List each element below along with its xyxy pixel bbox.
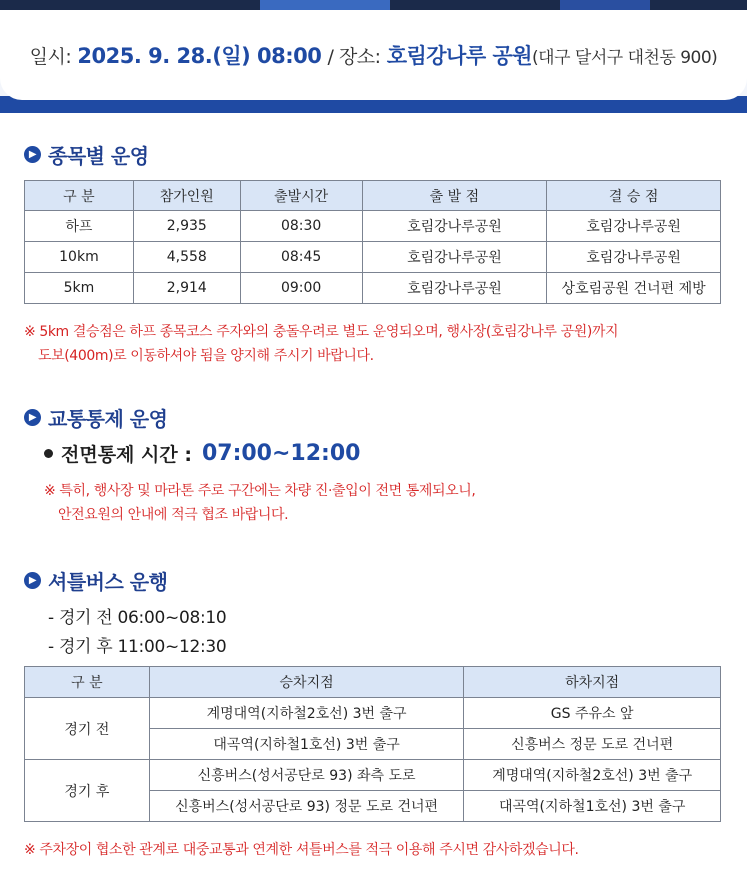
- events-header-cell: 구 분: [25, 181, 134, 211]
- shuttle-group-label: 경기 후: [25, 760, 150, 822]
- shuttle-header-cell: 하차지점: [464, 667, 721, 698]
- table-row: 경기 후 신흥버스(성서공단로 93) 좌측 도로 계명대역(지하철2호선) 3번 출구: [25, 760, 721, 791]
- section-title-events: ▶ 종목별 운영: [24, 140, 149, 169]
- event-place: 호림강나루 공원: [386, 44, 533, 68]
- section-title-shuttle: ▶ 셔틀버스 운행: [24, 566, 167, 595]
- note-mark-icon: ※: [44, 483, 56, 499]
- shuttle-header-cell: 구 분: [25, 667, 150, 698]
- events-header-cell: 참가인원: [133, 181, 240, 211]
- table-row: 신흥버스(성서공단로 93) 정문 도로 건너편 대곡역(지하철1호선) 3번 출구: [25, 791, 721, 822]
- events-table: [24, 180, 721, 304]
- place-label: / 장소:: [327, 46, 381, 68]
- shuttle-note: ※ 주차장이 협소한 관계로 대중교통과 연계한 셔틀버스를 적극 이용해 주시면 감사하겠습니다.: [24, 842, 579, 858]
- events-header-cell: 결 승 점: [547, 181, 721, 211]
- date-label: 일시:: [29, 46, 72, 68]
- traffic-control-time: [44, 440, 360, 467]
- shuttle-table: [24, 666, 721, 822]
- traffic-note: ※ 특히, 행사장 및 마라톤 주로 구간에는 차량 진·출입이 전면 통제되오니, 안전요원의 안내에 적극 협조 바랍니다.: [44, 483, 476, 523]
- bullet-dot-icon: [44, 449, 53, 458]
- section-title-traffic: ▶ 교통통제 운영: [24, 403, 167, 432]
- section-bullet-icon: ▶: [24, 409, 41, 426]
- section-bullet-icon: ▶: [24, 146, 41, 163]
- top-image-strip: [0, 0, 747, 10]
- control-time: 07:00~12:00: [201, 441, 361, 466]
- table-row: 경기 전 계명대역(지하철2호선) 3번 출구 GS 주유소 앞: [25, 698, 721, 729]
- note-mark-icon: ※: [24, 842, 36, 858]
- table-row: 10km 4,558 08:45 호림강나루공원 호림강나루공원: [25, 242, 721, 273]
- events-header-cell: 출 발 점: [362, 181, 547, 211]
- shuttle-group-label: 경기 전: [25, 698, 150, 760]
- note-mark-icon: ※: [24, 324, 36, 340]
- events-note: ※ 5km 결승점은 하프 종목코스 주자와의 충돌우려로 별도 운영되오며, 행사장(호림강나루 공원)까지 도보(400m)로 이동하셔야 됨을 양지해 주시기 바랍니다.: [24, 324, 619, 364]
- table-row: 5km 2,914 09:00 호림강나루공원 상호림공원 건너편 제방: [25, 273, 721, 304]
- table-row: 대곡역(지하철1호선) 3번 출구 신흥버스 정문 도로 건너편: [25, 729, 721, 760]
- shuttle-header-cell: 승차지점: [149, 667, 464, 698]
- section-bullet-icon: ▶: [24, 572, 41, 589]
- table-row: 하프 2,935 08:30 호림강나루공원 호림강나루공원: [25, 211, 721, 242]
- event-address: (대구 달서구 대천동 900): [532, 48, 718, 68]
- event-info-line: [0, 40, 747, 70]
- shuttle-before-hours: - 경기 전 06:00~08:10: [48, 608, 227, 628]
- event-date: 2025. 9. 28.(일) 08:00: [77, 44, 322, 68]
- control-label: 전면통제 시간 :: [61, 444, 192, 466]
- events-header-cell: 출발시간: [240, 181, 362, 211]
- shuttle-after-hours: - 경기 후 11:00~12:30: [48, 637, 227, 657]
